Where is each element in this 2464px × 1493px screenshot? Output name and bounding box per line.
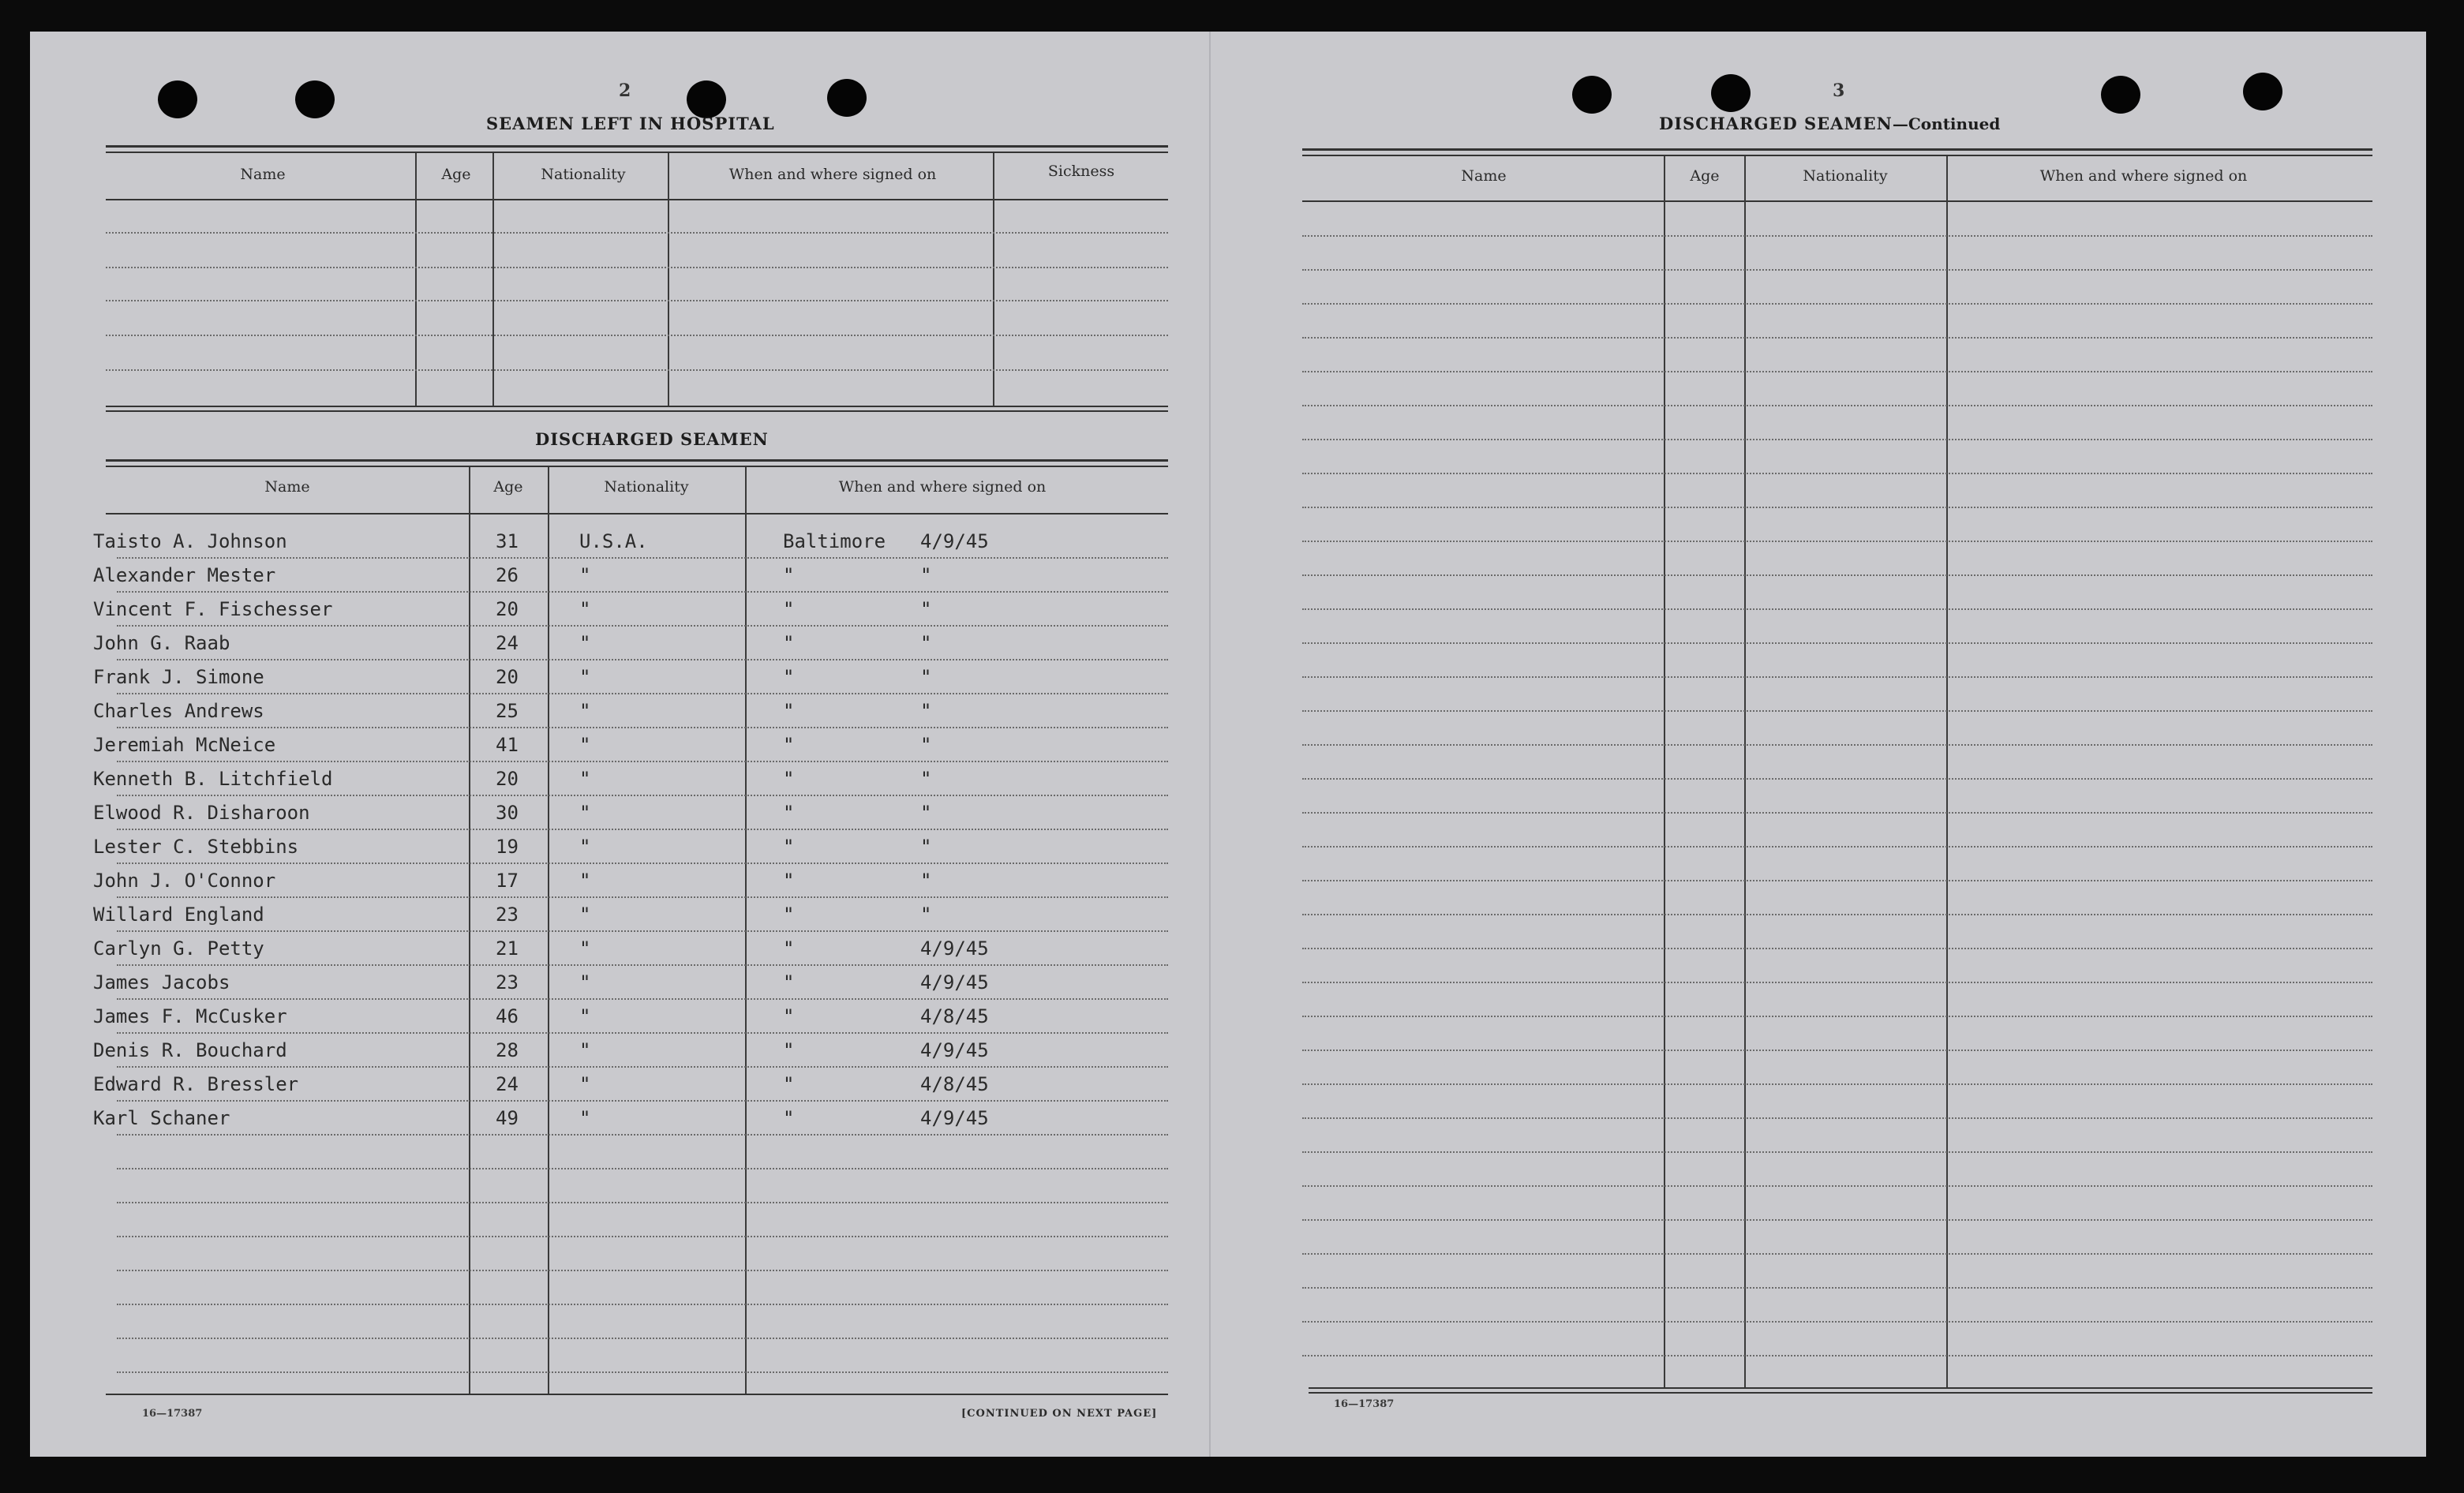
punch-hole <box>295 80 335 118</box>
seaman-signed-place: " <box>783 971 795 993</box>
seaman-signed-place: " <box>783 1073 795 1095</box>
continued-note: [CONTINUED ON NEXT PAGE] <box>961 1408 1158 1420</box>
punch-hole <box>158 80 197 118</box>
seaman-age: 26 <box>496 564 519 586</box>
seaman-age: 31 <box>496 530 519 552</box>
row-rule <box>1302 914 2372 915</box>
seaman-age: 20 <box>496 768 519 790</box>
hospital-col-age: Age <box>441 166 471 183</box>
row-rule <box>1302 812 2372 814</box>
seaman-age: 41 <box>496 734 519 756</box>
row-rule <box>1302 405 2372 406</box>
seaman-signed-place: " <box>783 836 795 858</box>
row-rule <box>117 964 1168 966</box>
seaman-signed-place: " <box>783 564 795 586</box>
seaman-signed-place: " <box>783 632 795 654</box>
seaman-nationality: " <box>579 1107 591 1129</box>
seaman-name: Willard England <box>93 904 264 926</box>
seaman-name: John J. O'Connor <box>93 870 276 892</box>
row-rule <box>117 727 1168 728</box>
seaman-nationality: " <box>579 598 591 620</box>
right-col-name: Name <box>1461 167 1507 185</box>
seaman-signed-date: 4/9/45 <box>920 1107 989 1129</box>
row-rule <box>1302 982 2372 983</box>
seaman-signed-date: 4/9/45 <box>920 530 989 552</box>
seaman-name: Edward R. Bressler <box>93 1073 299 1095</box>
row-rule <box>1302 1117 2372 1119</box>
row-rule <box>117 1066 1168 1068</box>
row-rule <box>117 795 1168 796</box>
seaman-age: 28 <box>496 1039 519 1061</box>
row-rule <box>117 1304 1168 1305</box>
seaman-age: 20 <box>496 598 519 620</box>
seaman-name: James Jacobs <box>93 971 230 993</box>
seaman-name: Carlyn G. Petty <box>93 937 264 960</box>
row-rule <box>1302 541 2372 542</box>
row-rule <box>1302 507 2372 508</box>
seaman-name: Kenneth B. Litchfield <box>93 768 333 790</box>
row-rule <box>117 1371 1168 1373</box>
row-rule <box>117 1100 1168 1102</box>
seaman-age: 24 <box>496 632 519 654</box>
seaman-age: 46 <box>496 1005 519 1027</box>
discharged-col-signed-on: When and where signed on <box>838 478 1047 496</box>
row-rule <box>1302 676 2372 678</box>
row-rule <box>117 659 1168 660</box>
seaman-signed-place: Baltimore <box>783 530 886 552</box>
seaman-name: John G. Raab <box>93 632 230 654</box>
document-sheet <box>30 32 2426 1457</box>
form-number-left: 16—17387 <box>142 1408 203 1420</box>
seaman-name: Jeremiah McNeice <box>93 734 276 756</box>
row-rule <box>1302 1016 2372 1017</box>
seaman-age: 49 <box>496 1107 519 1129</box>
seaman-signed-place: " <box>783 937 795 960</box>
row-rule <box>1302 269 2372 271</box>
seaman-nationality: " <box>579 666 591 688</box>
row-rule <box>117 1236 1168 1237</box>
seaman-signed-date: " <box>920 666 932 688</box>
page-number-left: 2 <box>619 80 631 101</box>
row-rule <box>117 829 1168 830</box>
punch-hole <box>1572 76 1612 114</box>
seaman-signed-date: " <box>920 700 932 722</box>
row-rule <box>1302 235 2372 237</box>
seaman-signed-date: " <box>920 768 932 790</box>
seaman-nationality: " <box>579 937 591 960</box>
row-rule <box>117 625 1168 627</box>
seaman-nationality: " <box>579 1073 591 1095</box>
seaman-age: 20 <box>496 666 519 688</box>
seaman-nationality: " <box>579 870 591 892</box>
seaman-name: Vincent F. Fischesser <box>93 598 333 620</box>
row-rule <box>1302 439 2372 440</box>
seaman-signed-place: " <box>783 870 795 892</box>
row-rule <box>1302 574 2372 576</box>
seaman-signed-place: " <box>783 598 795 620</box>
right-col-age: Age <box>1690 167 1720 185</box>
row-rule <box>1302 371 2372 372</box>
seaman-nationality: " <box>579 802 591 824</box>
right-title-suffix: —Continued <box>1892 114 2001 133</box>
row-rule <box>1302 1287 2372 1289</box>
seaman-nationality: " <box>579 1039 591 1061</box>
seaman-age: 23 <box>496 904 519 926</box>
seaman-name: Alexander Mester <box>93 564 276 586</box>
right-section-title <box>1659 114 2000 133</box>
row-rule <box>117 1270 1168 1271</box>
row-rule <box>1302 473 2372 474</box>
row-rule <box>1302 846 2372 848</box>
form-number-right: 16—17387 <box>1334 1398 1395 1410</box>
hospital-col-nationality: Nationality <box>541 166 626 183</box>
row-rule <box>1302 744 2372 746</box>
punch-hole <box>827 79 867 117</box>
seaman-signed-date: " <box>920 802 932 824</box>
row-rule <box>117 761 1168 762</box>
row-rule <box>1302 710 2372 712</box>
seaman-nationality: " <box>579 1005 591 1027</box>
hospital-col-name: Name <box>240 166 286 183</box>
discharged-col-name: Name <box>264 478 310 496</box>
row-rule <box>1302 608 2372 610</box>
seaman-age: 19 <box>496 836 519 858</box>
right-col-signed-on: When and where signed on <box>2039 167 2248 185</box>
row-rule <box>117 1338 1168 1339</box>
hospital-col-signed-on: When and where signed on <box>728 166 937 183</box>
punch-hole <box>2101 76 2140 114</box>
seaman-name: Lester C. Stebbins <box>93 836 299 858</box>
seaman-age: 25 <box>496 700 519 722</box>
row-rule <box>1302 1355 2372 1356</box>
row-rule <box>117 896 1168 898</box>
page-fold <box>1209 32 1211 1457</box>
row-rule <box>1302 880 2372 881</box>
seaman-age: 21 <box>496 937 519 960</box>
seaman-nationality: " <box>579 632 591 654</box>
row-rule <box>117 1202 1168 1203</box>
seaman-age: 17 <box>496 870 519 892</box>
page-number-right: 3 <box>1833 80 1845 101</box>
row-rule <box>1302 303 2372 305</box>
seaman-signed-place: " <box>783 802 795 824</box>
seaman-signed-place: " <box>783 768 795 790</box>
seaman-signed-place: " <box>783 666 795 688</box>
row-rule <box>117 557 1168 559</box>
seaman-name: Denis R. Bouchard <box>93 1039 287 1061</box>
seaman-age: 24 <box>496 1073 519 1095</box>
seaman-nationality: " <box>579 836 591 858</box>
seaman-nationality: " <box>579 734 591 756</box>
seaman-age: 23 <box>496 971 519 993</box>
seaman-signed-date: 4/8/45 <box>920 1005 989 1027</box>
row-rule <box>1302 1185 2372 1187</box>
seaman-signed-place: " <box>783 1107 795 1129</box>
seaman-signed-place: " <box>783 700 795 722</box>
discharged-col-nationality: Nationality <box>604 478 689 496</box>
seaman-signed-date: 4/9/45 <box>920 1039 989 1061</box>
row-rule <box>117 1134 1168 1136</box>
row-rule <box>1302 1253 2372 1255</box>
row-rule <box>117 862 1168 864</box>
seaman-nationality: " <box>579 700 591 722</box>
punch-hole <box>1711 74 1751 112</box>
discharged-section-title: DISCHARGED SEAMEN <box>535 429 769 449</box>
row-rule <box>1302 1151 2372 1153</box>
row-rule <box>1302 948 2372 949</box>
seaman-name: Elwood R. Disharoon <box>93 802 310 824</box>
row-rule <box>1302 1321 2372 1323</box>
row-rule <box>1302 1050 2372 1051</box>
seaman-signed-place: " <box>783 734 795 756</box>
right-title-main: DISCHARGED SEAMEN <box>1659 114 1893 133</box>
seaman-nationality: U.S.A. <box>579 530 648 552</box>
row-rule <box>117 930 1168 932</box>
row-rule <box>1302 1083 2372 1085</box>
hospital-col-sickness: Sickness <box>1047 163 1115 180</box>
right-col-nationality: Nationality <box>1803 167 1888 185</box>
row-rule <box>1302 1219 2372 1221</box>
seaman-signed-date: " <box>920 836 932 858</box>
punch-hole <box>687 80 726 118</box>
seaman-name: Frank J. Simone <box>93 666 264 688</box>
seaman-nationality: " <box>579 564 591 586</box>
seaman-signed-date: " <box>920 598 932 620</box>
seaman-signed-date: 4/9/45 <box>920 937 989 960</box>
seaman-signed-place: " <box>783 1039 795 1061</box>
row-rule <box>117 591 1168 593</box>
seaman-signed-place: " <box>783 1005 795 1027</box>
seaman-nationality: " <box>579 768 591 790</box>
row-rule <box>117 693 1168 694</box>
row-rule <box>117 998 1168 1000</box>
seaman-age: 30 <box>496 802 519 824</box>
hospital-section-title: SEAMEN LEFT IN HOSPITAL <box>486 114 775 133</box>
row-rule <box>1302 337 2372 339</box>
row-rule <box>117 1168 1168 1169</box>
seaman-name: Charles Andrews <box>93 700 264 722</box>
seaman-signed-date: 4/9/45 <box>920 971 989 993</box>
seaman-name: Taisto A. Johnson <box>93 530 287 552</box>
seaman-name: James F. McCusker <box>93 1005 287 1027</box>
row-rule <box>1302 778 2372 780</box>
seaman-signed-date: " <box>920 564 932 586</box>
seaman-nationality: " <box>579 904 591 926</box>
seaman-signed-date: " <box>920 734 932 756</box>
seaman-signed-date: " <box>920 870 932 892</box>
seaman-signed-date: " <box>920 632 932 654</box>
punch-hole <box>2243 73 2282 110</box>
seaman-signed-date: 4/8/45 <box>920 1073 989 1095</box>
seaman-name: Karl Schaner <box>93 1107 230 1129</box>
discharged-col-age: Age <box>493 478 523 496</box>
seaman-signed-date: " <box>920 904 932 926</box>
row-rule <box>117 1032 1168 1034</box>
row-rule <box>1302 642 2372 644</box>
seaman-nationality: " <box>579 971 591 993</box>
seaman-signed-place: " <box>783 904 795 926</box>
